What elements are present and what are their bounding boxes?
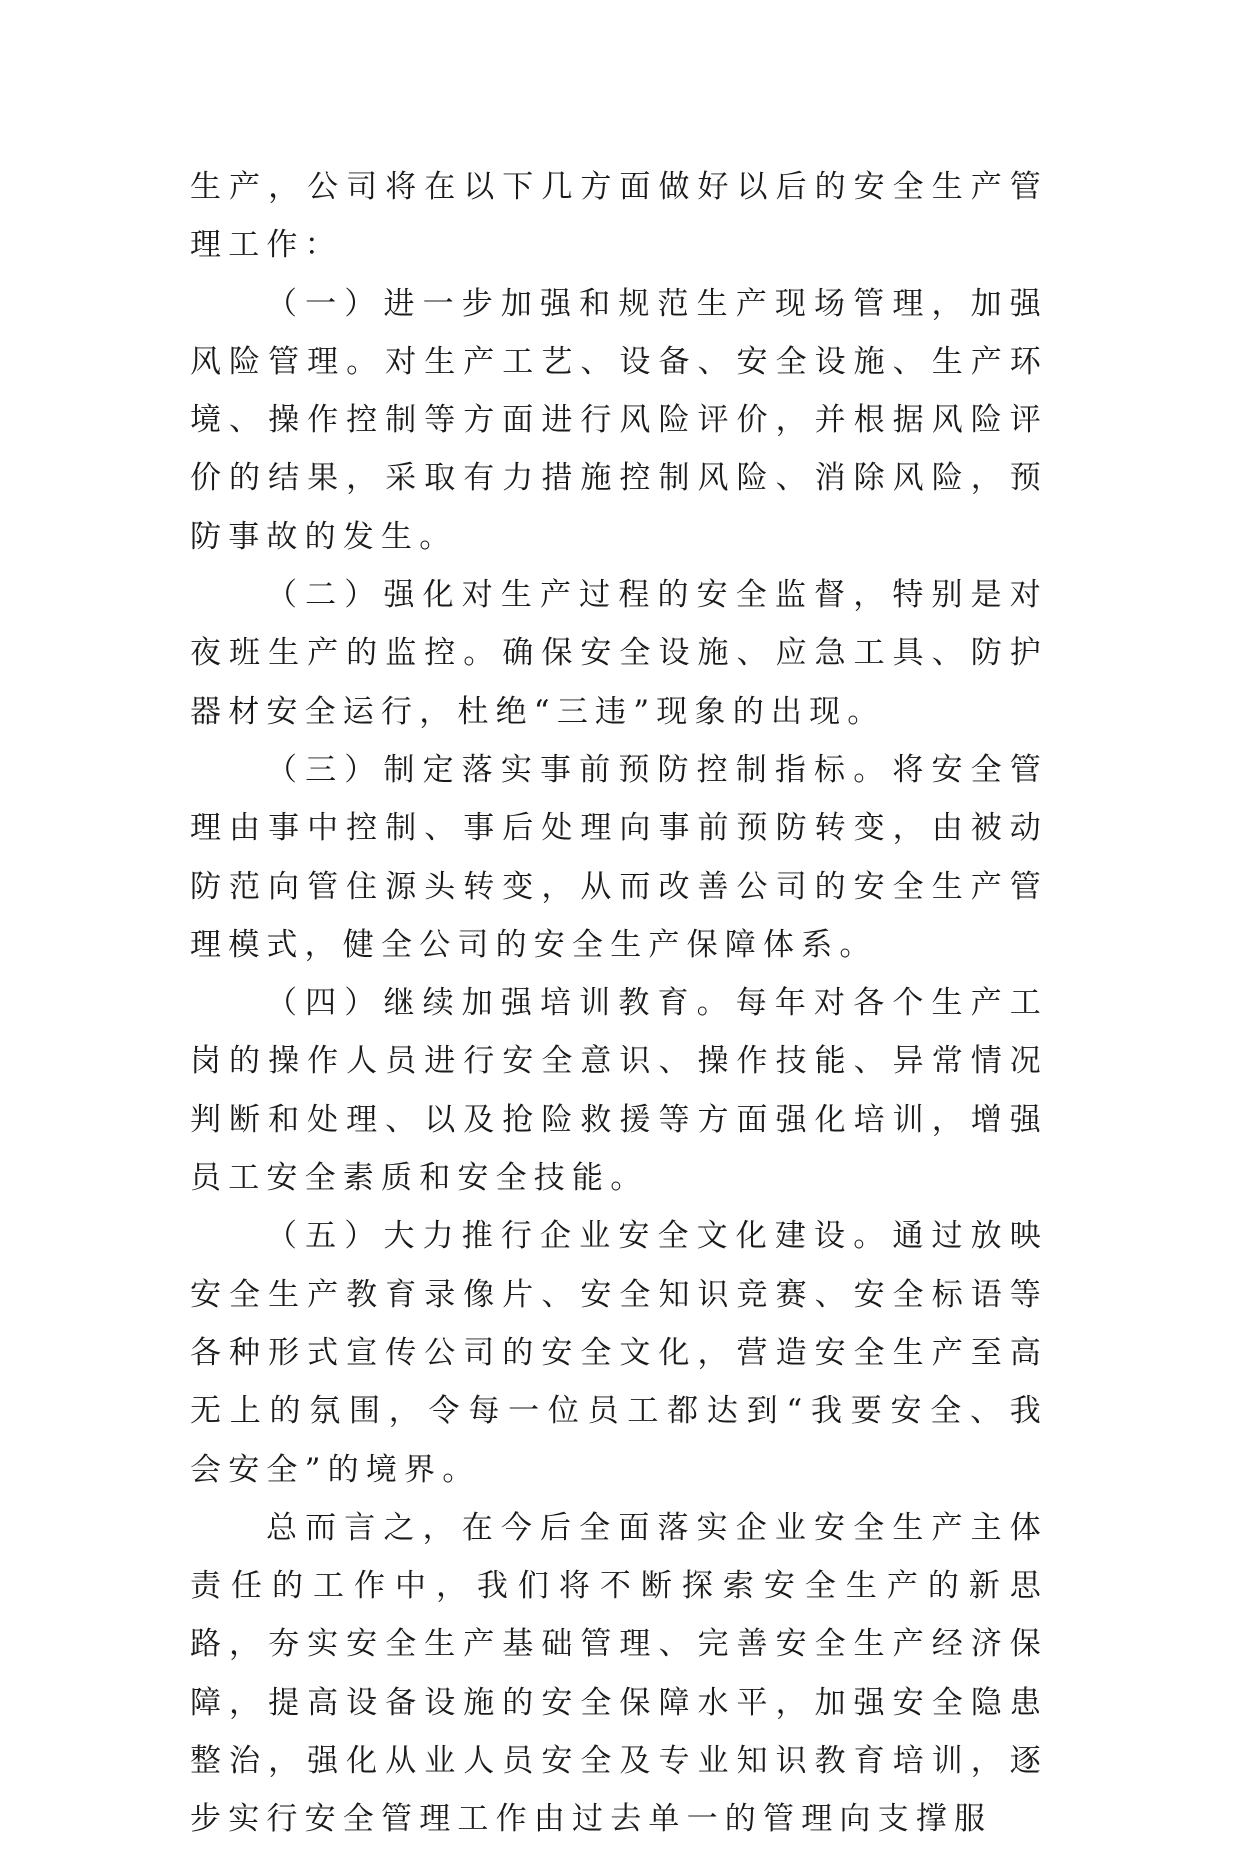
paragraph-continuation: 生产，公司将在以下几方面做好以后的安全生产管理工作： [190,169,1048,264]
paragraph-item-4: （四）继续加强培训教育。每年对各个生产工岗的操作人员进行安全意识、操作技能、异常情况判断和处理、以及抢险救援等方面强化培训，增强员工安全素质和安全技能。 [190,985,1048,1197]
document-body [190,158,1048,1849]
paragraph-item-1: （一）进一步加强和规范生产现场管理，加强风险管理。对生产工艺、设备、安全设施、生产环境、操作控制等方面进行风险评价，并根据风险评价的结果，采取有力措施控制风险、消除风险，预防事故的发生。 [190,285,1048,555]
paragraph-item-5: （五）大力推行企业安全文化建设。通过放映安全生产教育录像片、安全知识竞赛、安全标语等各种形式宣传公司的安全文化，营造安全生产至高无上的氛围，令每一位员工都达到“我要安全、我会安全”的境界。 [190,1218,1048,1488]
paragraph-summary: 总而言之，在今后全面落实企业安全生产主体责任的工作中，我们将不断探索安全生产的新思路，夯实安全生产基础管理、完善安全生产经济保障，提高设备设施的安全保障水平，加强安全隐患整治，强化从业人员安全及专业知识教育培训，逐步实行安全管理工作由过去单一的管理向支撑服 [190,1509,1048,1838]
paragraph-item-2: （二）强化对生产过程的安全监督，特别是对夜班生产的监控。确保安全设施、应急工具、防护器材安全运行，杜绝“三违”现象的出现。 [190,577,1048,730]
paragraph-item-3: （三）制定落实事前预防控制指标。将安全管理由事中控制、事后处理向事前预防转变，由被动防范向管住源头转变，从而改善公司的安全生产管理模式，健全公司的安全生产保障体系。 [190,751,1048,963]
